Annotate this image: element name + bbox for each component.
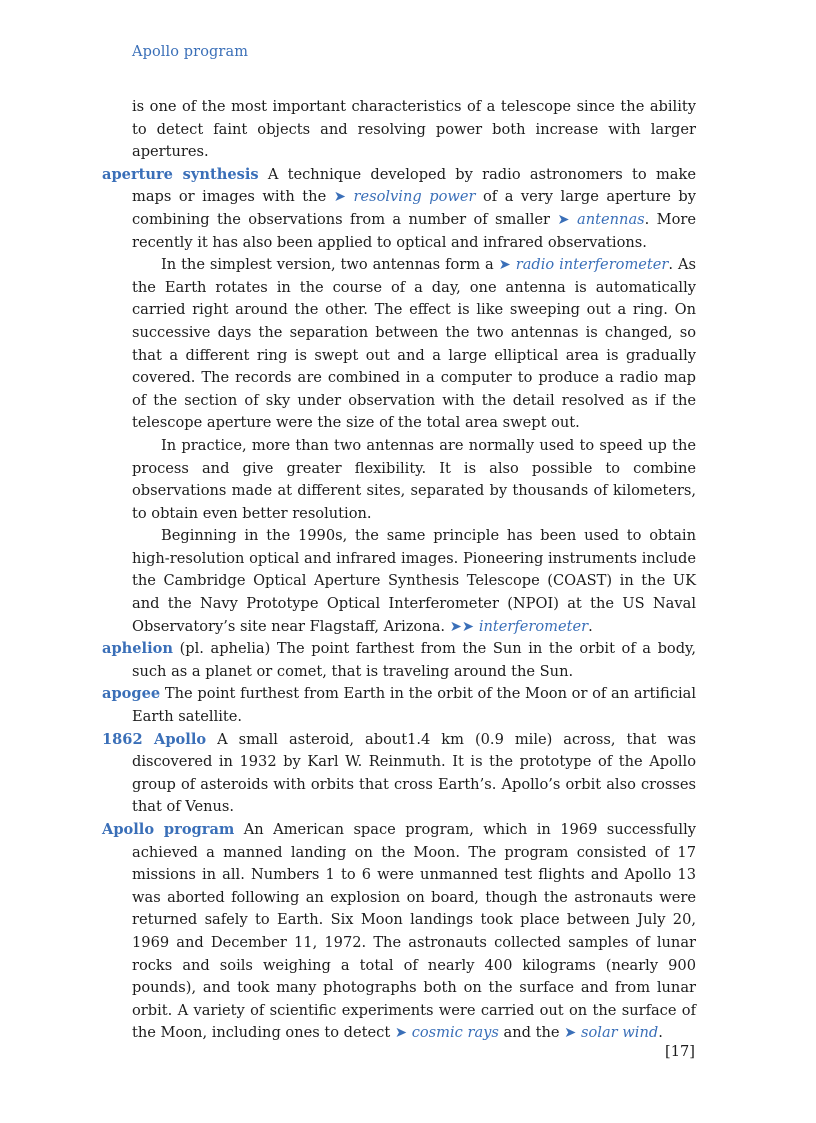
cross-ref-cosmic-rays[interactable]: cosmic rays xyxy=(411,1024,499,1042)
entry-aperture-synthesis-p4 xyxy=(132,525,696,638)
definition-text: A technique developed by radio astronomers to make maps or images with the xyxy=(132,165,696,206)
cross-ref-arrow-icon: ➤ xyxy=(394,1024,408,1042)
cross-ref-solar-wind[interactable]: solar wind xyxy=(581,1024,659,1042)
see-also-arrow-icon: ➤➤ xyxy=(449,617,475,635)
cross-ref-arrow-icon: ➤ xyxy=(564,1024,577,1042)
definition-text: . xyxy=(588,617,593,635)
cross-ref-resolving-power[interactable]: resolving power xyxy=(353,188,476,206)
page-number: [17] xyxy=(665,1043,695,1060)
headword-aphelion: aphelion xyxy=(102,640,173,658)
dictionary-body xyxy=(102,96,697,1045)
cross-ref-radio-interferometer[interactable]: radio interferometer xyxy=(515,256,669,274)
cross-ref-arrow-icon: ➤ xyxy=(557,210,570,228)
definition-text: (pl. aphelia) The point farthest from the Sun in the orbit of a body, such as a planet or comet, that is traveling around the Sun. xyxy=(132,640,696,680)
definition-text: of a very large aperture by combining the observations from a number of smaller xyxy=(132,188,697,228)
definition-text: An American space program, which in 1969 successfully achieved a manned landing on the Moon. The program consisted of 17 missions in all. Numbers 1 to 6 were unmanned test flights and Apollo 13 was aborted following an explosion on board, though the astronauts were returned safely to Earth. Six Moon landings took place between July 20, 1969 and December 11, 1972. The astronauts collected samples of lunar rocks and soils weighing a total of nearly 400 kilograms (nearly 900 pounds), and took many photographs both on the surface and from lunar orbit. A variety of scientific experiments were carried out on the surface of the Moon, including ones to detect xyxy=(132,821,696,1042)
cross-ref-antennas[interactable]: antennas xyxy=(577,210,645,228)
definition-text: The point furthest from Earth in the orbit of the Moon or of an artificial Earth satellite. xyxy=(132,685,696,726)
headword-aperture-synthesis: aperture synthesis xyxy=(102,165,259,183)
cross-ref-arrow-icon: ➤ xyxy=(333,188,346,206)
definition-text: In the simplest version, two antennas form a xyxy=(161,256,499,274)
continuation-text: is one of the most important characteristics of a telescope since the ability to detect faint objects and resolving power both increase with larger apertures. xyxy=(132,98,696,161)
definition-text: Beginning in the 1990s, the same principle has been used to obtain high-resolution optical and infrared images. Pioneering instruments include the Cambridge Optical Aperture Synthesis Telescope (COAST) in the UK and the Navy Prototype Optical Interferometer (NPOI) at the US Naval Observatory’s site near Flagstaff, Arizona. xyxy=(132,527,696,635)
definition-text: A small asteroid, about1.4 km (0.9 mile) across, that was discovered in 1932 by Karl W. Reinmuth. It is the prototype of the Apollo group of asteroids with orbits that cross Earth’s. Apollo’s orbit also crosses that of Venus. xyxy=(132,730,697,816)
definition-text: and the xyxy=(498,1024,565,1042)
headword-apollo-program: Apollo program xyxy=(102,821,235,838)
headword-apogee: apogee xyxy=(102,685,161,703)
entry-1862-apollo xyxy=(102,729,697,819)
entry-aperture-synthesis xyxy=(102,164,697,638)
definition-text: . xyxy=(658,1024,663,1042)
entry-aphelion xyxy=(102,638,696,683)
entry-apogee xyxy=(102,683,696,728)
entry-aperture-synthesis-p3: In practice, more than two antennas are normally used to speed up the process and give greater flexibility. It is also possible to combine observations made at different sites, separated by thousands of kilometers, to obtain even better resolution. xyxy=(132,436,696,522)
entry-aperture-synthesis-p2 xyxy=(132,254,696,435)
cross-ref-interferometer[interactable]: interferometer xyxy=(478,617,589,635)
definition-text: . As the Earth rotates in the course of a day, one antenna is automatically carried right around the other. The effect is like sweeping out a ring. On successive days the separation between the two antennas is changed, so that a different ring is swept out and a large elliptical area is gradually covered. The records are combined in a computer to produce a radio map of the section of sky under observation with the detail resolved as if the telescope aperture were the size of the total area swept out. xyxy=(132,256,696,432)
running-head: Apollo program xyxy=(132,44,249,60)
entry-aperture-synthesis-p1 xyxy=(102,164,697,254)
definition-text: . More recently it has also been applied to optical and infrared observations. xyxy=(132,210,697,251)
cross-ref-arrow-icon: ➤ xyxy=(498,256,511,274)
headword-1862-apollo: 1862 Apollo xyxy=(102,730,207,748)
entry-apollo-program xyxy=(102,819,696,1045)
